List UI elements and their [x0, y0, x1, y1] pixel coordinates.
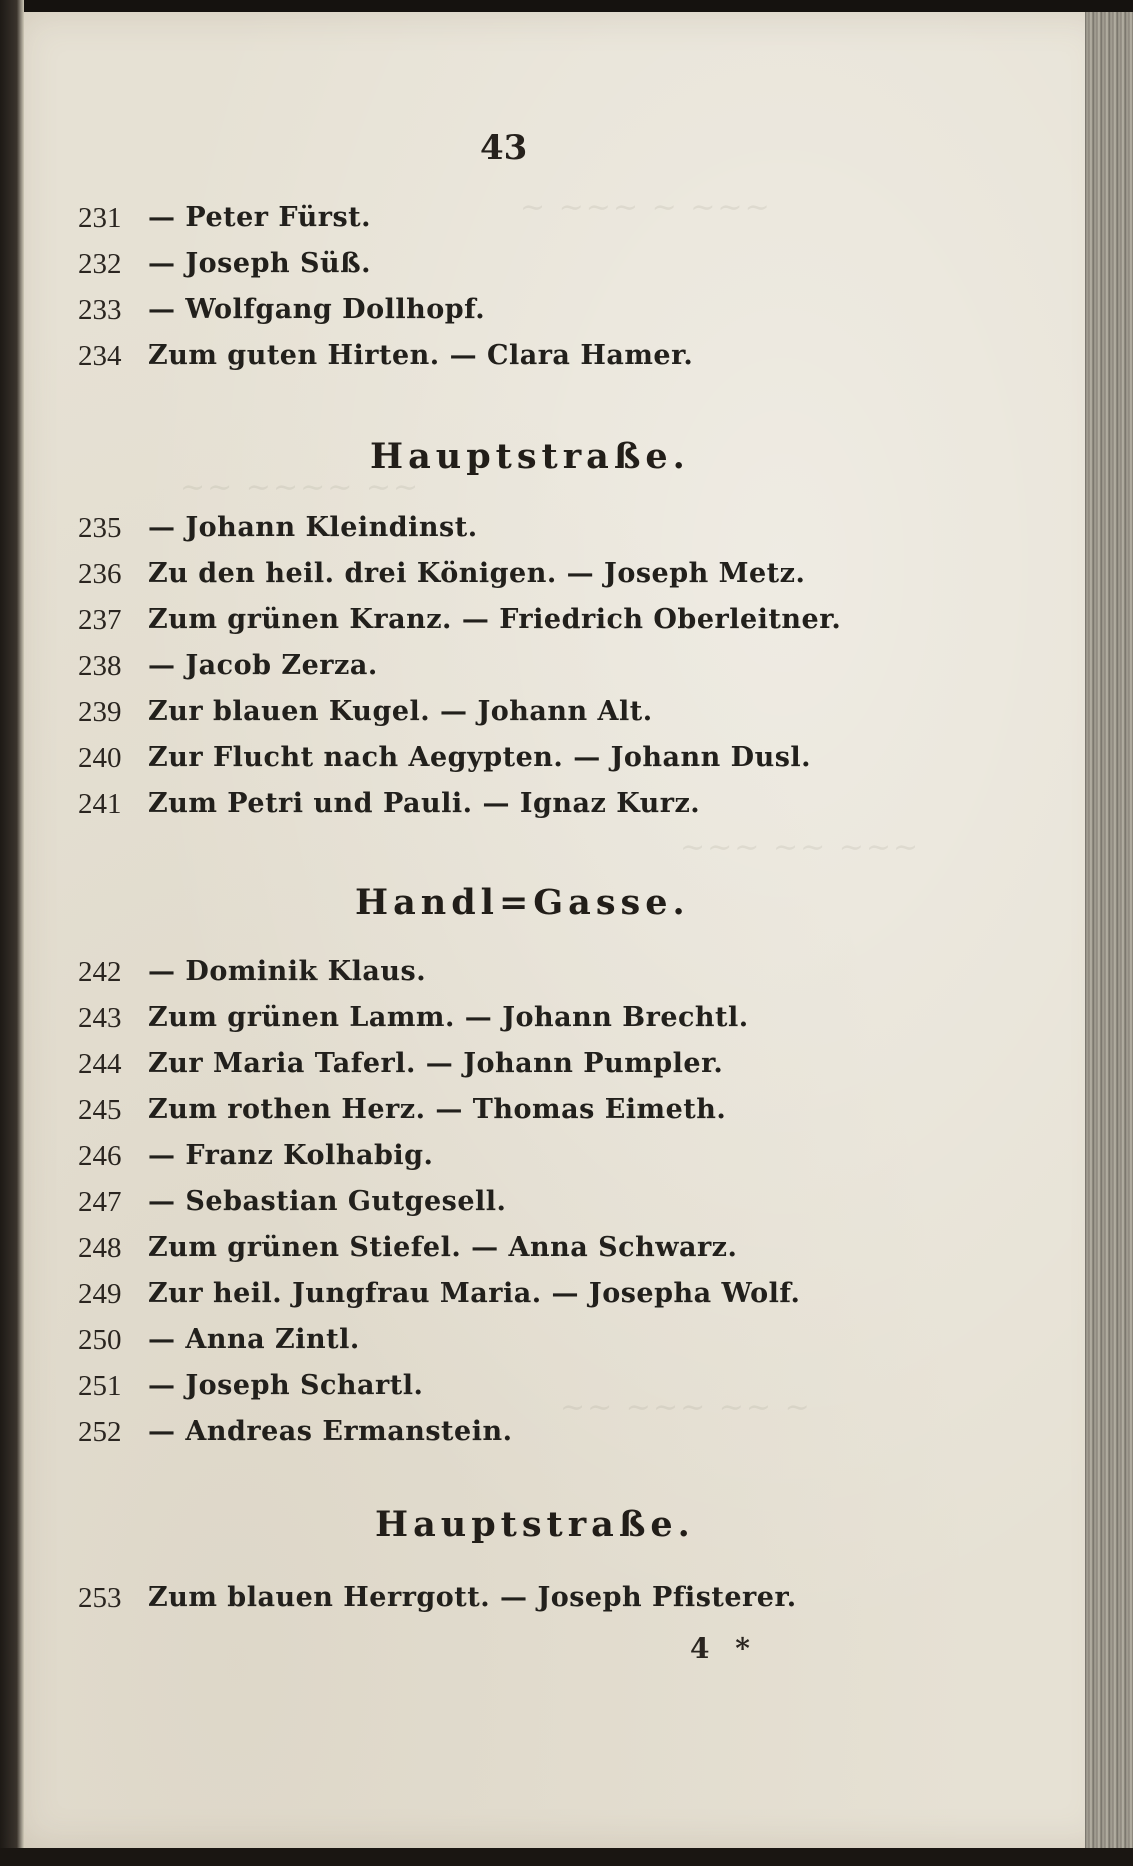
entry-text: — Dominik Klaus. — [148, 956, 427, 987]
entry-text: — Johann Kleindinst. — [148, 512, 478, 543]
house-number: 239 — [78, 696, 122, 728]
entry-text: — Franz Kolhabig. — [148, 1140, 434, 1171]
entry-text: — Joseph Süß. — [148, 248, 372, 279]
scan-bottom-border — [0, 1848, 1133, 1866]
house-number: 234 — [78, 340, 122, 372]
entry-text: — Peter Fürst. — [148, 202, 372, 233]
house-number: 235 — [78, 512, 122, 544]
bleed-through-mark: ∼∼ ∼∼∼∼ ∼∼ — [180, 470, 421, 505]
entry-text: — Wolfgang Dollhopf. — [148, 294, 486, 325]
house-number: 243 — [78, 1002, 122, 1034]
book-gutter — [0, 0, 24, 1866]
house-number: 236 — [78, 558, 122, 590]
entry-text: Zum grünen Kranz. — Friedrich Oberleitner. — [148, 604, 842, 635]
bleed-through-mark: ∼∼ ∼∼∼ ∼∼ ∼ — [560, 1390, 812, 1425]
signature-mark: 4 * — [690, 1632, 758, 1665]
entry-text: — Joseph Schartl. — [148, 1370, 424, 1401]
entry-text: Zum grünen Stiefel. — Anna Schwarz. — [148, 1232, 738, 1263]
house-number: 231 — [78, 202, 122, 234]
house-number: 240 — [78, 742, 122, 774]
house-number: 245 — [78, 1094, 122, 1126]
page-number: 43 — [480, 128, 528, 168]
house-number: 233 — [78, 294, 122, 326]
house-number: 241 — [78, 788, 122, 820]
entry-text: Zum rothen Herz. — Thomas Eimeth. — [148, 1094, 727, 1125]
bleed-through-mark: ∼∼∼ ∼∼ ∼∼∼ — [680, 830, 921, 865]
entry-text: Zum grünen Lamm. — Johann Brechtl. — [148, 1002, 749, 1033]
house-number: 248 — [78, 1232, 122, 1264]
entry-text: Zur Flucht nach Aegypten. — Johann Dusl. — [148, 742, 812, 773]
entry-text: — Jacob Zerza. — [148, 650, 378, 681]
entry-text: Zum guten Hirten. — Clara Hamer. — [148, 340, 694, 371]
entry-text: — Andreas Ermanstein. — [148, 1416, 513, 1447]
house-number: 237 — [78, 604, 122, 636]
house-number: 244 — [78, 1048, 122, 1080]
entry-text: Zum blauen Herrgott. — Joseph Pfisterer. — [148, 1582, 797, 1613]
book-page — [18, 12, 1110, 1848]
house-number: 252 — [78, 1416, 122, 1448]
street-heading: Handl=Gasse. — [355, 882, 690, 923]
bleed-through-mark: ∼ ∼∼∼ ∼ ∼∼∼ — [520, 190, 772, 225]
page-edge-stack — [1085, 12, 1133, 1848]
entry-text: — Sebastian Gutgesell. — [148, 1186, 507, 1217]
house-number: 238 — [78, 650, 122, 682]
house-number: 250 — [78, 1324, 122, 1356]
house-number: 246 — [78, 1140, 122, 1172]
house-number: 253 — [78, 1582, 122, 1614]
entry-text: — Anna Zintl. — [148, 1324, 360, 1355]
street-heading: Hauptstraße. — [375, 1504, 695, 1545]
house-number: 247 — [78, 1186, 122, 1218]
entry-text: Zur blauen Kugel. — Johann Alt. — [148, 696, 653, 727]
house-number: 251 — [78, 1370, 122, 1402]
entry-text: Zur heil. Jungfrau Maria. — Josepha Wolf. — [148, 1278, 801, 1309]
entry-text: Zu den heil. drei Königen. — Joseph Metz. — [148, 558, 806, 589]
house-number: 232 — [78, 248, 122, 280]
house-number: 249 — [78, 1278, 122, 1310]
entry-text: Zum Petri und Pauli. — Ignaz Kurz. — [148, 788, 701, 819]
entry-text: Zur Maria Taferl. — Johann Pumpler. — [148, 1048, 724, 1079]
house-number: 242 — [78, 956, 122, 988]
street-heading: Hauptstraße. — [370, 436, 690, 477]
